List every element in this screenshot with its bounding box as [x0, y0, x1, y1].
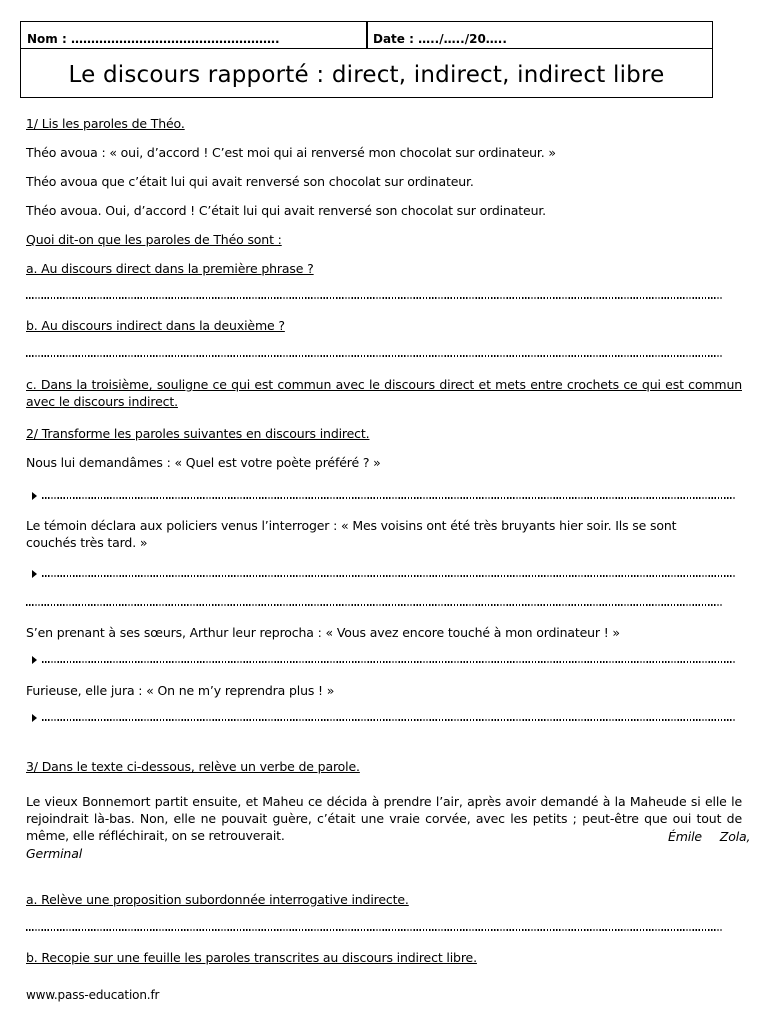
answer-line-2b[interactable] — [26, 604, 722, 606]
section3-question-b: b. Recopie sur une feuille les paroles transcrites au discours indirect libre. — [26, 950, 477, 965]
sentence-indirect: Théo avoua que c’était lui qui avait renversé son chocolat sur ordinateur. — [26, 174, 474, 189]
zola-text: Le vieux Bonnemort partit ensuite, et Maheu ce décida à prendre l’air, après avoir demandé à la Maheude si elle le rejoindrait là-bas. Non, elle ne pouvait guère, c’était une vraie corvée, avec les petits ; peut-être que oui tout de même, elle réfléchirait, on se retrouverait. — [26, 794, 742, 843]
sentence-direct: Théo avoua : « oui, d’accord ! C’est moi qui ai renversé mon chocolat sur ordinateur. » — [26, 145, 556, 160]
section3-question-a: a. Relève une proposition subordonnée interrogative indirecte. — [26, 892, 409, 907]
answer-line-3a[interactable] — [26, 929, 722, 931]
book-title: Germinal — [26, 846, 83, 861]
date-field[interactable]: Date : …../…../20….. — [373, 32, 507, 46]
section1-question: Quoi dit-on que les paroles de Théo sont : — [26, 232, 282, 247]
answer-line-b[interactable] — [26, 355, 722, 357]
section3-heading: 3/ Dans le texte ci-dessous, relève un verbe de parole. — [26, 759, 360, 774]
sentence-indirect-libre: Théo avoua. Oui, d’accord ! C’était lui qui avait renversé son chocolat sur ordinateur. — [26, 203, 547, 218]
arrow-icon — [32, 656, 37, 664]
phrase-2: Le témoin déclara aux policiers venus l’interroger : « Mes voisins ont été très bruyants hier soir. Ils se sont couchés très tard. » — [26, 518, 677, 550]
page-title: Le discours rapporté : direct, indirect, indirect libre — [68, 62, 665, 88]
question-c: c. Dans la troisième, souligne ce qui est commun avec le discours direct et mets entre crochets ce qui est commun avec le discours indirect. — [26, 377, 742, 409]
arrow-icon — [32, 714, 37, 722]
header-divider — [366, 22, 368, 49]
phrase-3: S’en prenant à ses sœurs, Arthur leur reprocha : « Vous avez encore touché à mon ordinateur ! » — [26, 625, 620, 640]
question-b: b. Au discours indirect dans la deuxième ? — [26, 318, 285, 333]
arrow-icon — [32, 570, 37, 578]
answer-line-4[interactable] — [42, 719, 736, 721]
answer-line-a[interactable] — [26, 297, 722, 299]
arrow-icon — [32, 492, 37, 500]
phrase-4: Furieuse, elle jura : « On ne m’y reprendra plus ! » — [26, 683, 335, 698]
author: Émile Zola, — [668, 829, 751, 844]
section1-heading: 1/ Lis les paroles de Théo. — [26, 116, 185, 131]
footer-site[interactable]: www.pass-education.fr — [26, 988, 160, 1002]
section2-heading: 2/ Transforme les paroles suivantes en discours indirect. — [26, 426, 370, 441]
question-a: a. Au discours direct dans la première phrase ? — [26, 261, 314, 276]
phrase-1: Nous lui demandâmes : « Quel est votre poète préféré ? » — [26, 455, 381, 470]
name-field[interactable]: Nom : ……………………………………………. — [27, 32, 280, 46]
header-box — [20, 21, 713, 98]
answer-line-3[interactable] — [42, 661, 736, 663]
answer-line-2a[interactable] — [42, 575, 736, 577]
answer-line-1[interactable] — [42, 497, 736, 499]
header-fields-row — [21, 22, 712, 49]
